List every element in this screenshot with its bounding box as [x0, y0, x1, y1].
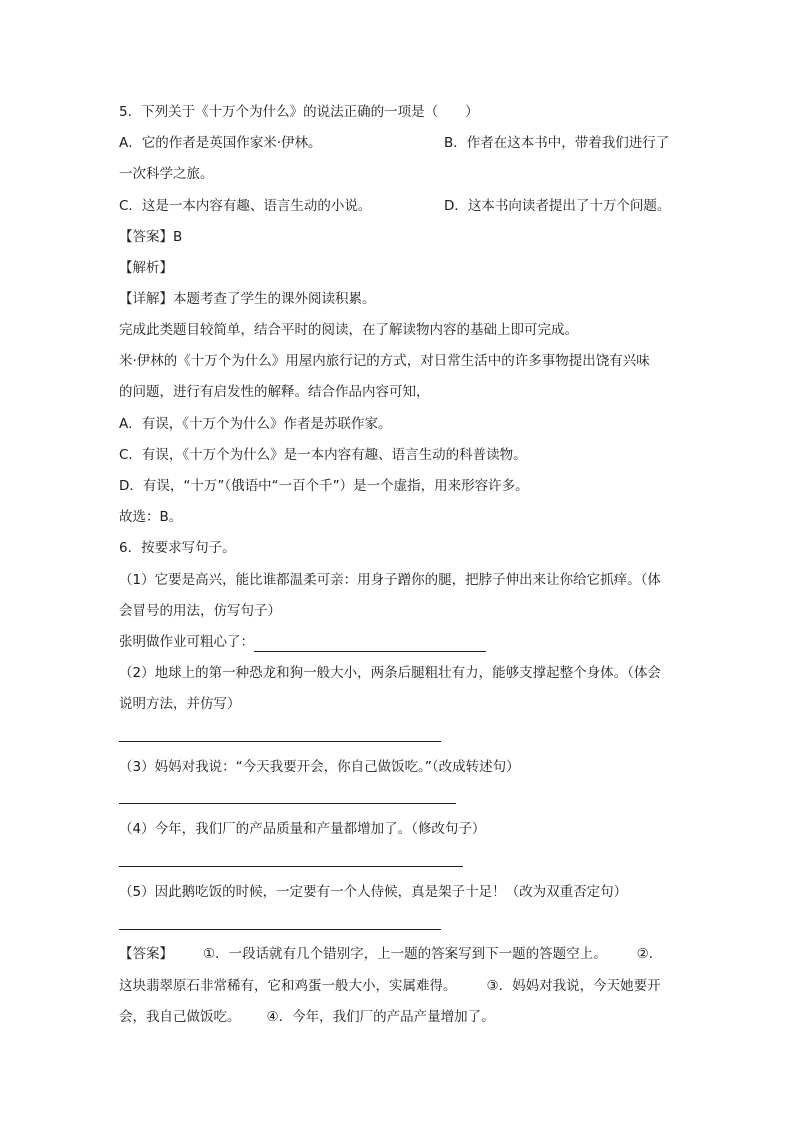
q5-option-a: A．它的作者是英国作家米·伊林。: [119, 135, 322, 151]
q6-s1-lead: 张明做作业可粗心了：: [119, 634, 254, 650]
analysis-option-c: C．有误，《十万个为什么》是一本内容有趣、语言生动的科普读物。: [119, 447, 527, 463]
answer-item-3-cont: 会，我自己做饭吃。: [119, 1009, 241, 1025]
q6-answer-line2: [119, 976, 661, 996]
analysis-paragraph-2a: 米·伊林的《十万个为什么》用屋内旅行记的方式，对日常生活中的许多事物提出饶有兴味: [119, 353, 650, 369]
detail-tag: 【详解】: [119, 291, 173, 307]
answer-blank-2[interactable]: [119, 741, 441, 742]
answer-tag: 【答案】: [119, 229, 173, 245]
answer-item-1: ①．一段话就有几个错别字，上一题的答案写到下一题的答题空上。: [203, 946, 607, 962]
q6-answer-line3: [119, 1007, 495, 1027]
q6-answer-line1: [119, 944, 662, 964]
answer-blank-1[interactable]: [254, 637, 486, 652]
analysis-option-a: A．有误，《十万个为什么》作者是苏联作家。: [119, 416, 392, 432]
analysis-paragraph-2b: 的问题，进行有启发性的解释。结合作品内容可知，: [119, 384, 430, 400]
q6-stem: 6．按要求写句子。: [119, 540, 236, 556]
q6-s1-prompt: [119, 632, 486, 652]
analysis-tag: 【解析】: [119, 260, 173, 276]
answer-item-3: ③．妈妈对我说，今天她要开: [486, 978, 661, 994]
q5-stem: 5．下列关于《十万个为什么》的说法正确的一项是（ ）: [119, 104, 479, 120]
answer-blank-5[interactable]: [119, 929, 441, 930]
answer-tag: 【答案】: [119, 946, 173, 962]
q6-s1-line2: 会冒号的用法，仿写句子）: [119, 603, 281, 619]
q5-answer: [119, 227, 182, 247]
q6-s2-line2: 说明方法，并仿写）: [119, 696, 241, 712]
detail-text: 本题考查了学生的课外阅读积累。: [173, 291, 376, 307]
answer-item-2-label: ②．: [636, 946, 663, 962]
analysis-paragraph-1: 完成此类题目较简单，结合平时的阅读，在了解读物内容的基础上即可完成。: [119, 322, 578, 338]
q6-s5: （5）因此鹅吃饭的时候，一定要有一个人侍候，真是架子十足！（改为双重否定句）: [119, 884, 628, 900]
answer-blank-3[interactable]: [119, 803, 456, 804]
q6-s2-line1: （2）地球上的第一种恐龙和狗一般大小，两条后腿粗壮有力，能够支撑起整个身体。（体会: [119, 665, 661, 681]
q6-s3: （3）妈妈对我说：“今天我要开会，你自己做饭吃。”（改成转述句）: [119, 759, 520, 775]
q6-s1-line1: （1）它要是高兴，能比谁都温柔可亲：用身子蹭你的腿，把脖子伸出来让你给它抓痒。（体: [119, 572, 661, 588]
answer-item-2: 这块翡翠原石非常稀有，它和鸡蛋一般大小，实属难得。: [119, 978, 457, 994]
q5-detail: [119, 289, 376, 309]
q5-option-c: C．这是一本内容有趣、语言生动的小说。: [119, 198, 372, 214]
analysis-conclusion: 故选：B。: [119, 509, 183, 525]
q6-s4: （4）今年，我们厂的产品质量和产量都增加了。（修改句子）: [119, 821, 486, 837]
analysis-option-d: D．有误，“十万”（俄语中“一百个千”）是一个虚指，用来形容许多。: [119, 478, 529, 494]
q5-option-b-cont: 一次科学之旅。: [119, 166, 214, 182]
answer-item-4: ④．今年，我们厂的产品产量增加了。: [266, 1009, 495, 1025]
answer-blank-4[interactable]: [119, 866, 463, 867]
answer-value: B: [173, 229, 183, 245]
q5-option-d: D．这本书向读者提出了十万个问题。: [444, 198, 671, 214]
q5-option-b: B．作者在这本书中，带着我们进行了: [444, 135, 670, 151]
